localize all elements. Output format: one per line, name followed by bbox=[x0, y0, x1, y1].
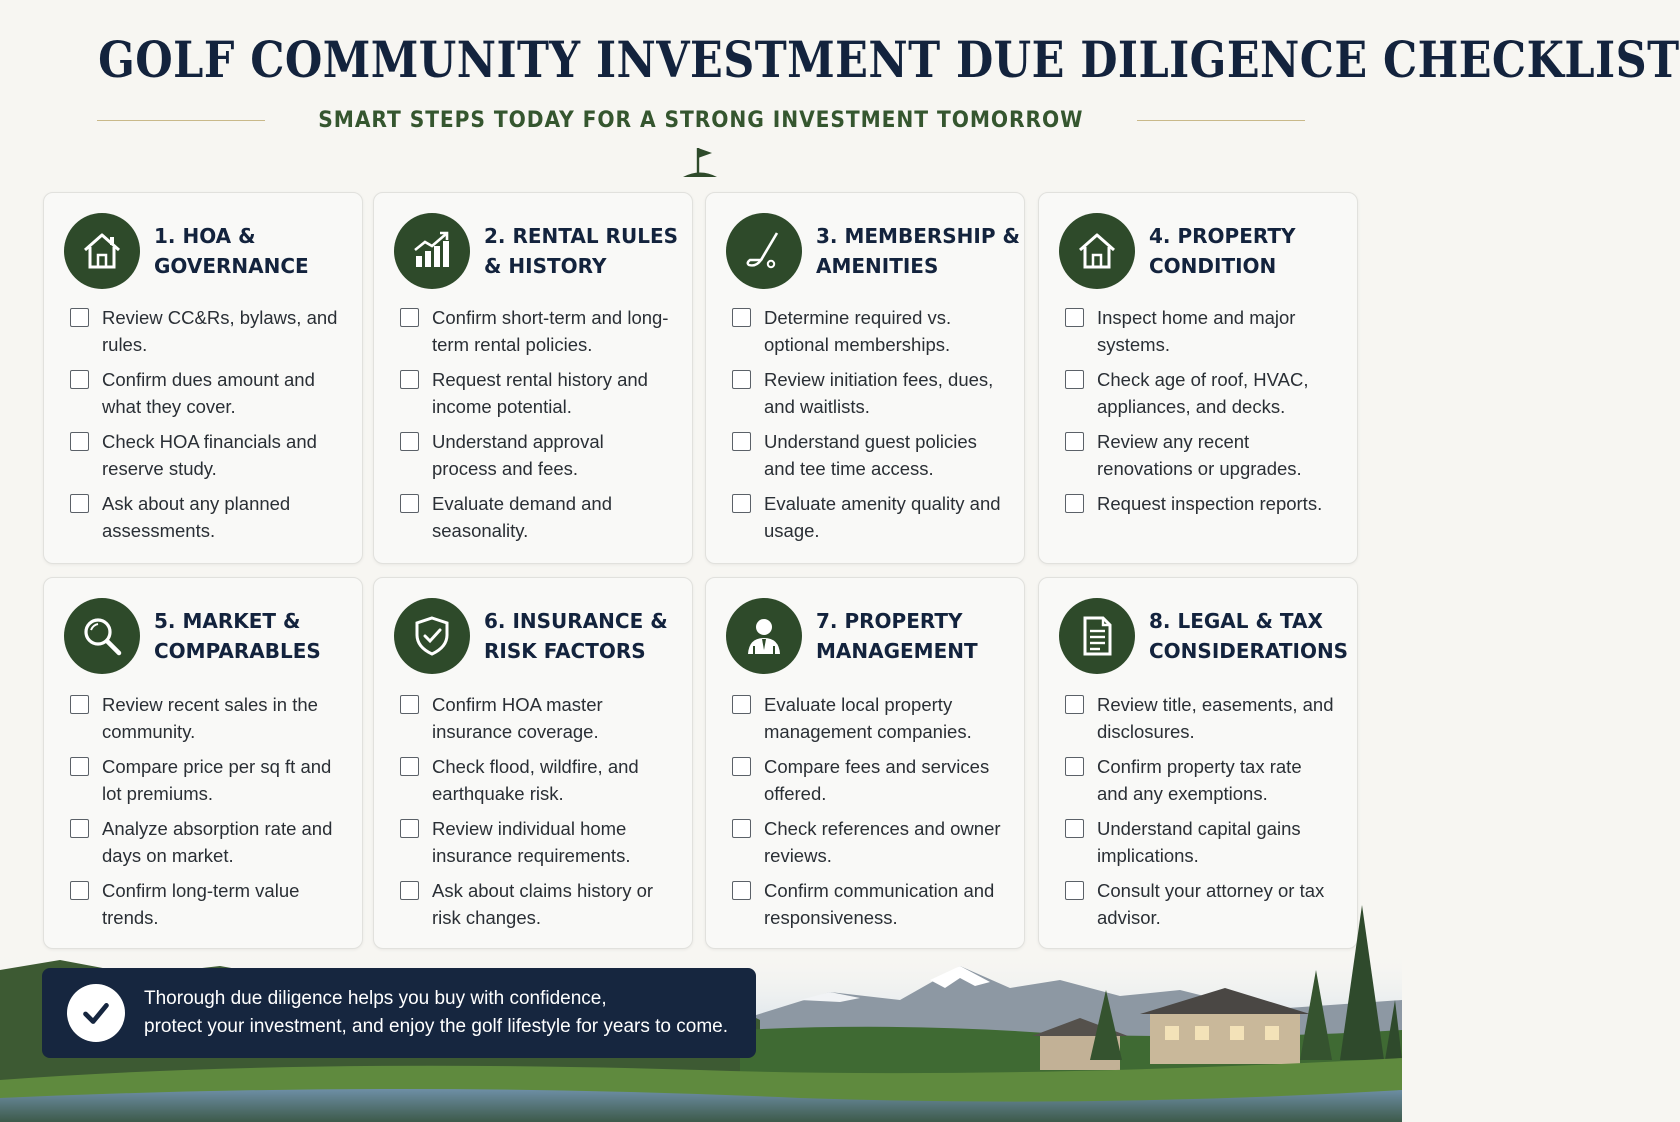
card-title: 8. LEGAL & TAX CONSIDERATIONS bbox=[1149, 609, 1349, 663]
subtitle-row bbox=[0, 108, 1402, 133]
checkbox[interactable] bbox=[1065, 370, 1084, 389]
checklist-item[interactable]: Confirm long-term value trends. bbox=[70, 878, 352, 940]
summary-banner bbox=[42, 968, 756, 1058]
house-icon bbox=[1059, 213, 1135, 289]
card-insurance-risk bbox=[373, 577, 693, 949]
checkbox[interactable] bbox=[70, 881, 89, 900]
card-membership-amenities bbox=[705, 192, 1025, 564]
summary-line-1: Thorough due diligence helps you buy with confidence, bbox=[144, 988, 607, 1009]
checklist-item[interactable]: Compare fees and services offered. bbox=[732, 754, 1014, 816]
card-market-comparables bbox=[43, 577, 363, 949]
checklist-item[interactable]: Consult your attorney or tax advisor. bbox=[1065, 878, 1347, 940]
house-icon bbox=[64, 213, 140, 289]
checklist-item[interactable]: Understand capital gains implications. bbox=[1065, 816, 1347, 878]
checklist-item[interactable]: Confirm property tax rate and any exemptions. bbox=[1065, 754, 1347, 816]
checklist-item[interactable]: Request inspection reports. bbox=[1065, 491, 1347, 553]
checkbox[interactable] bbox=[70, 819, 89, 838]
checkbox[interactable] bbox=[400, 819, 419, 838]
checklist-item[interactable]: Check age of roof, HVAC, appliances, and decks. bbox=[1065, 367, 1347, 429]
card-title: 5. MARKET & COMPARABLES bbox=[154, 609, 321, 663]
card-title: 4. PROPERTY CONDITION bbox=[1149, 224, 1296, 278]
right-divider bbox=[1137, 120, 1305, 121]
checklist-item[interactable]: Understand guest policies and tee time access. bbox=[732, 429, 1014, 491]
checklist-item[interactable]: Confirm dues amount and what they cover. bbox=[70, 367, 352, 429]
checklist-item[interactable]: Check HOA financials and reserve study. bbox=[70, 429, 352, 491]
checklist-item[interactable]: Compare price per sq ft and lot premiums. bbox=[70, 754, 352, 816]
card-title: 2. RENTAL RULES & HISTORY bbox=[484, 224, 679, 278]
checkbox[interactable] bbox=[1065, 695, 1084, 714]
checklist-item[interactable]: Analyze absorption rate and days on market. bbox=[70, 816, 352, 878]
checkbox[interactable] bbox=[400, 695, 419, 714]
checkbox[interactable] bbox=[1065, 432, 1084, 451]
checklist-item[interactable]: Review initiation fees, dues, and waitlists. bbox=[732, 367, 1014, 429]
checklist-item[interactable]: Check flood, wildfire, and earthquake risk. bbox=[400, 754, 682, 816]
checkbox[interactable] bbox=[70, 308, 89, 327]
checkbox[interactable] bbox=[70, 370, 89, 389]
card-legal-tax bbox=[1038, 577, 1358, 949]
card-property-condition bbox=[1038, 192, 1358, 564]
checkbox[interactable] bbox=[70, 432, 89, 451]
checkbox[interactable] bbox=[732, 695, 751, 714]
checklist-item[interactable]: Review any recent renovations or upgrades. bbox=[1065, 429, 1347, 491]
checkbox[interactable] bbox=[1065, 881, 1084, 900]
checkmark-icon bbox=[67, 984, 125, 1042]
checklist-item[interactable]: Review individual home insurance requirements. bbox=[400, 816, 682, 878]
golf-club-icon bbox=[726, 213, 802, 289]
card-rental-rules bbox=[373, 192, 693, 564]
checklist-item[interactable]: Review title, easements, and disclosures. bbox=[1065, 692, 1347, 754]
checklist-item[interactable]: Confirm short-term and long-term rental policies. bbox=[400, 305, 682, 367]
person-icon bbox=[726, 598, 802, 674]
checklist-item[interactable]: Determine required vs. optional memberships. bbox=[732, 305, 1014, 367]
shield-check-icon bbox=[394, 598, 470, 674]
checklist-item[interactable]: Confirm communication and responsiveness. bbox=[732, 878, 1014, 940]
checklist-item[interactable]: Ask about any planned assessments. bbox=[70, 491, 352, 553]
checkbox[interactable] bbox=[1065, 757, 1084, 776]
checkbox[interactable] bbox=[732, 881, 751, 900]
checklist-item[interactable]: Review recent sales in the community. bbox=[70, 692, 352, 754]
checkbox[interactable] bbox=[400, 432, 419, 451]
checklist-item[interactable]: Evaluate demand and seasonality. bbox=[400, 491, 682, 553]
bar-chart-trend-icon bbox=[394, 213, 470, 289]
checklist-item[interactable]: Inspect home and major systems. bbox=[1065, 305, 1347, 367]
checkbox[interactable] bbox=[1065, 819, 1084, 838]
document-icon bbox=[1059, 598, 1135, 674]
checkbox[interactable] bbox=[70, 695, 89, 714]
checklist-item[interactable]: Understand approval process and fees. bbox=[400, 429, 682, 491]
checklist-item[interactable]: Evaluate local property management companies. bbox=[732, 692, 1014, 754]
checklist-item[interactable]: Review CC&Rs, bylaws, and rules. bbox=[70, 305, 352, 367]
left-divider bbox=[97, 120, 265, 121]
checkbox[interactable] bbox=[400, 757, 419, 776]
checkbox[interactable] bbox=[732, 819, 751, 838]
checkbox[interactable] bbox=[732, 757, 751, 776]
checklist-item[interactable]: Evaluate amenity quality and usage. bbox=[732, 491, 1014, 553]
card-title: 3. MEMBERSHIP & AMENITIES bbox=[816, 224, 1020, 278]
page-subtitle: SMART STEPS TODAY FOR A STRONG INVESTMENT TOMORROW bbox=[318, 108, 1084, 133]
checkbox[interactable] bbox=[732, 494, 751, 513]
checkbox[interactable] bbox=[732, 370, 751, 389]
checkbox[interactable] bbox=[732, 308, 751, 327]
card-hoa-governance bbox=[43, 192, 363, 564]
golf-flag-icon bbox=[681, 144, 719, 180]
checkbox[interactable] bbox=[70, 494, 89, 513]
checkbox[interactable] bbox=[732, 432, 751, 451]
checkbox[interactable] bbox=[400, 881, 419, 900]
summary-text bbox=[144, 985, 744, 1041]
card-property-management bbox=[705, 577, 1025, 949]
checkbox[interactable] bbox=[400, 308, 419, 327]
checklist-item[interactable]: Check references and owner reviews. bbox=[732, 816, 1014, 878]
card-title: 7. PROPERTY MANAGEMENT bbox=[816, 609, 978, 663]
checkbox[interactable] bbox=[1065, 308, 1084, 327]
card-title: 1. HOA & GOVERNANCE bbox=[154, 224, 309, 278]
checklist-item[interactable]: Confirm HOA master insurance coverage. bbox=[400, 692, 682, 754]
checkbox[interactable] bbox=[1065, 494, 1084, 513]
page-title: GOLF COMMUNITY INVESTMENT DUE DILIGENCE CHECKLIST bbox=[98, 30, 1680, 89]
summary-line-2: protect your investment, and enjoy the golf lifestyle for years to come. bbox=[144, 1016, 729, 1037]
checklist-item[interactable]: Ask about claims history or risk changes. bbox=[400, 878, 682, 940]
card-title: 6. INSURANCE & RISK FACTORS bbox=[484, 609, 668, 663]
checkbox[interactable] bbox=[70, 757, 89, 776]
checklist-item[interactable]: Request rental history and income potential. bbox=[400, 367, 682, 429]
checkbox[interactable] bbox=[400, 494, 419, 513]
checkbox[interactable] bbox=[400, 370, 419, 389]
magnifier-icon bbox=[64, 598, 140, 674]
